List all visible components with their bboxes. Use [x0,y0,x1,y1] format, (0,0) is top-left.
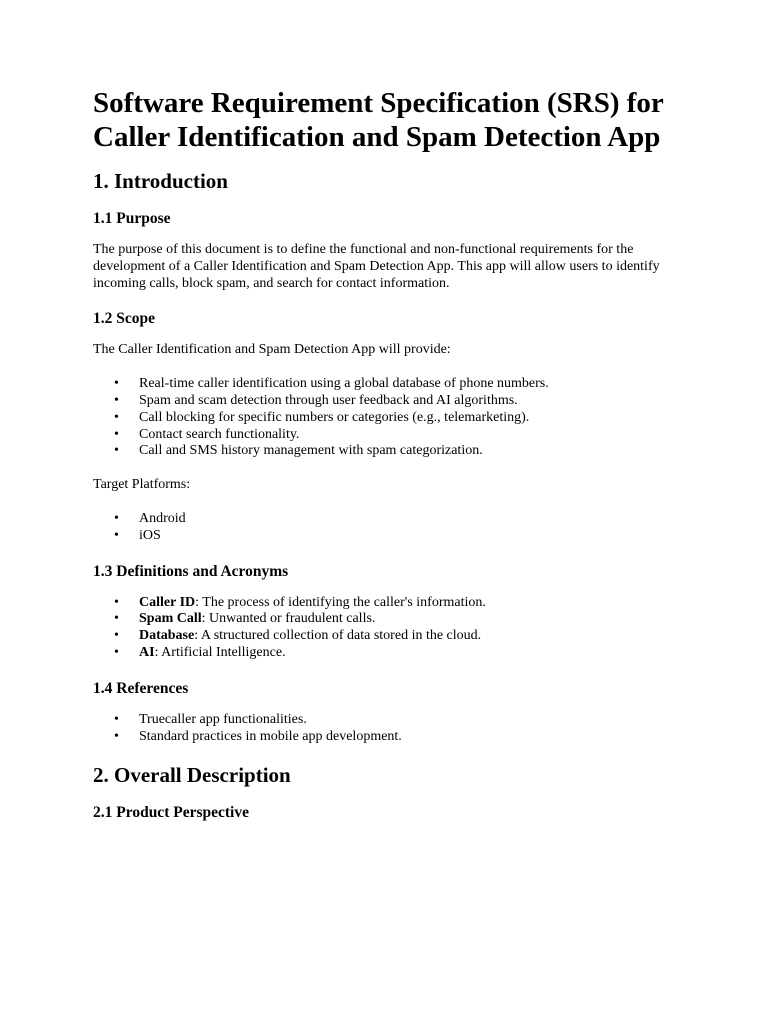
subsection-heading-product-perspective: 2.1 Product Perspective [93,804,249,822]
bullet-icon: • [114,409,119,425]
list-item-text: Spam and scam detection through user feedback and AI algorithms. [139,392,518,408]
subsection-heading-purpose: 1.1 Purpose [93,210,171,227]
definition-term: Spam Call [139,611,202,627]
list-item [93,376,768,393]
list-item [93,528,768,545]
platforms-list [93,511,768,545]
list-item [93,393,768,410]
bullet-icon: • [114,376,119,392]
bullet-icon: • [114,628,119,644]
list-item [93,511,768,528]
list-item [93,595,768,612]
section-heading-overall-description: 2. Overall Description [93,763,291,788]
scope-intro-paragraph: The Caller Identification and Spam Detection App will provide: [93,342,451,358]
platforms-label: Target Platforms: [93,477,191,493]
list-item-text: Android [139,510,186,526]
bullet-icon: • [114,711,119,727]
list-item [93,611,768,628]
list-item-text: Real-time caller identification using a global database of phone numbers. [139,376,549,392]
bullet-icon: • [114,594,119,610]
subsection-heading-scope: 1.2 Scope [93,310,155,328]
purpose-paragraph: The purpose of this document is to define the functional and non-functional requirements for the development of a Caller Identification and Spam Detection App. This app will allow users to identify incoming calls, block spam, and search for contact information. [93,242,660,291]
list-item [93,628,768,645]
section-heading-introduction: 1. Introduction [93,169,228,193]
definition-desc: : A structured collection of data stored in the cloud. [194,628,482,644]
list-item [93,427,768,444]
list-item-text: Contact search functionality. [139,426,300,442]
list-item [93,729,768,746]
references-list [93,712,768,746]
bullet-icon: • [114,510,119,526]
definition-term: Caller ID [139,594,196,610]
definition-term: Database [139,628,195,644]
bullet-icon: • [114,644,119,660]
bullet-icon: • [114,426,119,442]
bullet-icon: • [114,611,119,627]
definition-desc: : Unwanted or fraudulent calls. [201,611,376,627]
list-item-text: Truecaller app functionalities. [139,711,307,727]
document-title: Software Requirement Specification (SRS) for Caller Identification and Spam Detection App [93,87,664,153]
definition-desc: : The process of identifying the caller's information. [195,594,486,610]
definition-term: AI [139,644,155,660]
bullet-icon: • [114,728,119,744]
bullet-icon: • [114,392,119,408]
list-item [93,712,768,729]
definition-desc: : Artificial Intelligence. [154,644,286,660]
list-item-text: iOS [139,527,161,543]
definitions-list [93,595,768,662]
subsection-heading-definitions: 1.3 Definitions and Acronyms [93,562,289,580]
list-item-text: Call blocking for specific numbers or categories (e.g., telemarketing). [139,409,530,425]
subsection-heading-references: 1.4 References [93,679,189,697]
list-item [93,645,768,662]
list-item-text: Call and SMS history management with spam categorization. [139,443,483,459]
scope-list [93,376,768,460]
bullet-icon: • [114,443,119,459]
list-item-text: Standard practices in mobile app development. [139,728,402,744]
list-item [93,410,768,427]
list-item [93,443,768,460]
bullet-icon: • [114,527,119,543]
